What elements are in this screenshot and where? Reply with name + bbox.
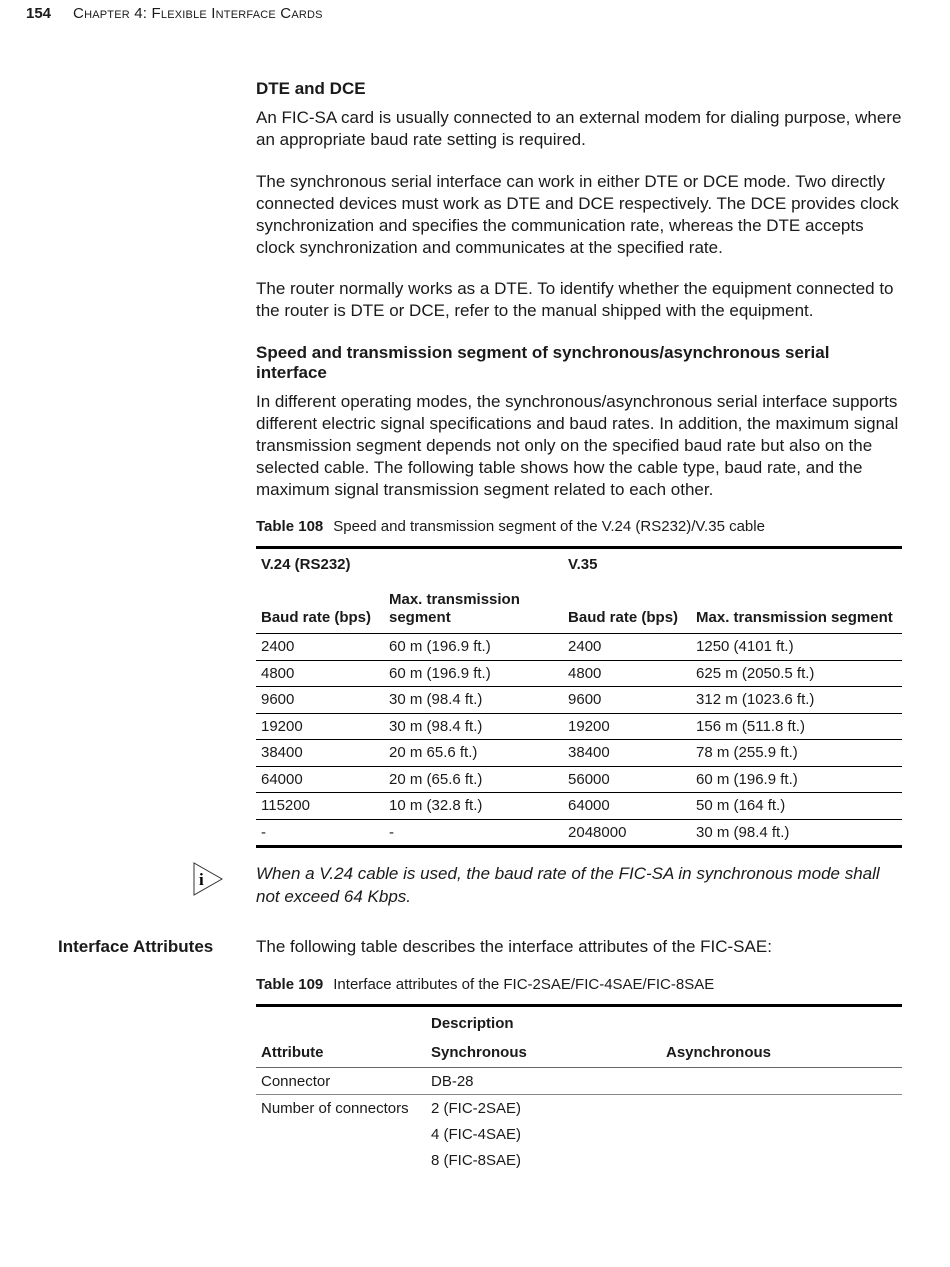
side-heading: Interface Attributes <box>58 937 214 956</box>
column-header: Baud rate (bps) <box>563 577 691 634</box>
paragraph <box>256 936 902 958</box>
page-number: 154 <box>26 5 52 22</box>
table-row <box>256 1095 902 1122</box>
table-cell: 625 m (2050.5 ft.) <box>691 660 902 687</box>
table-cell: 10 m (32.8 ft.) <box>384 793 563 820</box>
table-cell: 9600 <box>563 687 691 714</box>
running-head <box>26 5 323 23</box>
section-speed <box>256 343 902 383</box>
note-text: When a V.24 cable is used, the baud rate of the FIC-SA in synchronous mode shall not exceed 64 Kbps. <box>256 864 880 906</box>
table-cell <box>661 1121 902 1147</box>
header-spacer <box>256 1006 426 1038</box>
table-cell: 4800 <box>256 660 384 687</box>
column-header: Baud rate (bps) <box>256 577 384 634</box>
table-row <box>256 713 902 740</box>
table-cell: 4 (FIC-4SAE) <box>431 1125 522 1143</box>
table-109-caption <box>256 976 902 994</box>
table-cell: Connector <box>256 1068 426 1095</box>
table-cell: 64000 <box>563 793 691 820</box>
info-icon <box>193 862 223 896</box>
table-cell: 115200 <box>256 793 384 820</box>
paragraph <box>256 171 902 259</box>
table-row <box>256 687 902 714</box>
table-cell <box>661 1147 902 1173</box>
table-cell <box>661 1068 902 1095</box>
table-label: Table 109 <box>256 976 324 993</box>
table-cell: 38400 <box>563 740 691 767</box>
paragraph-text: The router normally works as a DTE. To identify whether the equipment connected to the router is DTE or DCE, refer to the manual shipped with the equipment. <box>256 279 894 320</box>
group-header-v35: V.35 <box>563 548 902 578</box>
table-cell: DB-28 <box>426 1068 661 1095</box>
table-cell: 9600 <box>256 687 384 714</box>
table-cell: 78 m (255.9 ft.) <box>691 740 902 767</box>
table-108-caption <box>256 518 902 536</box>
paragraph <box>256 391 902 501</box>
table-cell: 8 (FIC-8SAE) <box>431 1151 522 1169</box>
table-cell: 20 m (65.6 ft.) <box>384 766 563 793</box>
paragraph-text: The synchronous serial interface can work in either DTE or DCE mode. Two directly connected devices must work as DTE and DCE respectively. The DCE provides clock synchronization and specifies the communication rate, whereas the DTE accepts clock synchronization and communicates at the specified rate. <box>256 172 899 257</box>
table-cell: 1250 (4101 ft.) <box>691 634 902 661</box>
table-cell: 20 m 65.6 ft.) <box>384 740 563 767</box>
table-cell: 30 m (98.4 ft.) <box>691 819 902 847</box>
table-cell: 60 m (196.9 ft.) <box>691 766 902 793</box>
table-cell: 156 m (511.8 ft.) <box>691 713 902 740</box>
table-108 <box>256 546 902 848</box>
table-cell: 56000 <box>563 766 691 793</box>
table-caption-text: Interface attributes of the FIC-2SAE/FIC-4SAE/FIC-8SAE <box>333 976 715 993</box>
table-cell: 2400 <box>256 634 384 661</box>
table-cell: 60 m (196.9 ft.) <box>384 660 563 687</box>
table-body <box>256 634 902 847</box>
paragraph-text: An FIC-SA card is usually connected to an external modem for dialing purpose, where an appropriate baud rate setting is required. <box>256 108 902 149</box>
paragraph-text: The following table describes the interface attributes of the FIC-SAE: <box>256 937 772 956</box>
table-row <box>256 740 902 767</box>
section-dte-dce <box>256 79 902 99</box>
svg-text:i: i <box>199 870 204 889</box>
table-row <box>256 660 902 687</box>
table-cell: 64000 <box>256 766 384 793</box>
table-row <box>256 1147 902 1173</box>
paragraph <box>256 278 902 322</box>
paragraph-text: In different operating modes, the synchronous/asynchronous serial interface supports different electric signal specifications and baud rates. In addition, the maximum signal transmission segment depends not only on the specified baud rate but also on the selected cable. The following table shows how the cable type, baud rate, and the maximum signal transmission segment related to each other. <box>256 392 899 499</box>
table-caption-text: Speed and transmission segment of the V.24 (RS232)/V.35 cable <box>333 518 765 535</box>
table-row <box>256 766 902 793</box>
table-row <box>256 1121 902 1147</box>
column-header: Max. transmission segment <box>384 577 563 634</box>
column-header: Synchronous <box>426 1037 661 1068</box>
table-cell: 2048000 <box>563 819 691 847</box>
table-cell: Number of connectors <box>261 1099 409 1117</box>
table-cell: 312 m (1023.6 ft.) <box>691 687 902 714</box>
column-header: Attribute <box>256 1037 426 1068</box>
paragraph <box>256 107 902 151</box>
column-header: Asynchronous <box>661 1037 902 1068</box>
section-heading: DTE and DCE <box>256 79 366 98</box>
table-cell: 19200 <box>256 713 384 740</box>
table-cell: 2400 <box>563 634 691 661</box>
table-cell: 38400 <box>256 740 384 767</box>
table-row <box>256 1068 902 1095</box>
table-109 <box>256 1004 902 1173</box>
chapter-title: Chapter 4: Flexible Interface Cards <box>73 5 323 22</box>
table-cell: 50 m (164 ft.) <box>691 793 902 820</box>
table-cell <box>661 1095 902 1122</box>
table-cell <box>256 1147 426 1173</box>
section-heading: Speed and transmission segment of synchronous/asynchronous serial interface <box>256 343 830 382</box>
table-cell: 2 (FIC-2SAE) <box>431 1099 522 1117</box>
table-label: Table 108 <box>256 518 324 535</box>
table-row <box>256 819 902 847</box>
column-header: Max. transmission segment <box>691 577 902 634</box>
table-cell: 19200 <box>563 713 691 740</box>
table-cell: 60 m (196.9 ft.) <box>384 634 563 661</box>
table-row <box>256 634 902 661</box>
group-header-v24: V.24 (RS232) <box>256 548 563 578</box>
group-header-description: Description <box>426 1006 902 1038</box>
table-cell <box>256 1121 426 1147</box>
table-row <box>256 793 902 820</box>
table-body <box>256 1068 902 1174</box>
table-cell: 30 m (98.4 ft.) <box>384 687 563 714</box>
table-cell: 4800 <box>563 660 691 687</box>
table-cell: 30 m (98.4 ft.) <box>384 713 563 740</box>
table-cell: - <box>384 819 563 847</box>
table-cell: - <box>256 819 384 847</box>
